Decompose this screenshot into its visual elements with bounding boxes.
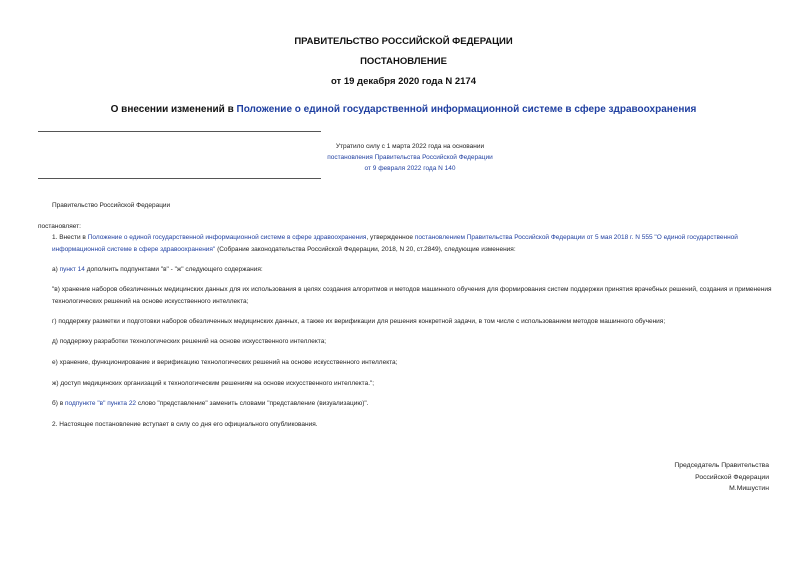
subitem-g-paragraph: г) поддержку разметки и подготовки наборов обезличенных медицинских данных, а также их верификации для решения конкретной задачи, в том числе с использованием методов машинного обучения; [52,318,666,325]
subitem-b-paragraph [38,398,786,410]
item-1-text-source: (Собрание законодательства Российской Федерации, 2018, N 20, ст.2849), следующие изменения: [215,245,516,253]
subitem-e-paragraph: е) хранение, функционирование и верификацию технологических решений на основе искусственного интеллекта; [52,359,398,366]
item-2-paragraph: 2. Настоящее постановление вступает в силу со дня его официального опубликования. [52,421,318,428]
subitem-a-paragraph [38,264,786,276]
title-regulation-link[interactable]: Положение о единой государственной информационной системе в сфере здравоохранения [236,104,697,115]
status-note-text: Утратило силу с 1 марта 2022 года на основании [335,143,485,150]
status-note-link-resolution[interactable]: постановления Правительства Российской Федерации [327,154,493,161]
document-type-heading: ПОСТАНОВЛЕНИЕ [360,56,447,67]
signature-organization: Российской Федерации [695,473,769,481]
item-1-paragraph [38,232,786,255]
item-1-regulation-link[interactable]: Положение о единой государственной информационной системе в сфере здравоохранения [87,234,367,241]
status-note [315,141,505,174]
signature-block [674,460,769,495]
document-title [0,104,807,115]
item-1-text: 1. Внести в [52,234,88,241]
subitem-a-text: дополнить подпунктами "в" - "ж" следующего содержания: [84,266,263,273]
title-prefix: О внесении изменений в [110,104,237,115]
subitem-a-clause-link[interactable]: пункт 14 [59,266,85,273]
divider-top [38,131,321,132]
signature-name: М.Мишустин [729,485,769,492]
item-1-resolution-link[interactable]: постановлением Правительства Российской Федерации от 5 мая 2018 г. N 555 "О единой государственной информационной системе в сфере здравоохранения" [52,234,738,253]
subitem-a-prefix: а) [52,266,60,273]
government-heading: ПРАВИТЕЛЬСТВО РОССИЙСКОЙ ФЕДЕРАЦИИ [294,36,513,47]
subitem-v-paragraph: "в) хранение наборов обезличенных медицинских данных для их использования в целях создания алгоритмов и методов машинного обучения для формирования систем поддержки принятия врачебных решений, создания и применения технологических решений на основе искусственного интеллекта; [52,286,772,305]
item-1-text-approved: , утвержденное [366,234,415,241]
decides-paragraph: постановляет: [38,223,81,230]
subitem-zh-paragraph: ж) доступ медицинских организаций к технологическим решениям на основе искусственного интеллекта."; [52,380,375,387]
divider-bottom [38,178,321,179]
date-number-heading: от 19 декабря 2020 года N 2174 [330,76,476,87]
signature-position: Председатель Правительства [674,462,769,469]
subitem-b-clause-link[interactable]: подпункте "в" пункта 22 [64,400,137,407]
status-note-link-date[interactable]: от 9 февраля 2022 года N 140 [364,165,456,172]
subitem-b-text: слово "представление" заменить словами "представление (визуализацию)". [136,400,369,407]
intro-paragraph: Правительство Российской Федерации [52,202,171,209]
subitem-d-paragraph: д) поддержку разработки технологических решений на основе искусственного интеллекта; [52,338,327,345]
subitem-b-prefix: б) в [52,400,65,407]
